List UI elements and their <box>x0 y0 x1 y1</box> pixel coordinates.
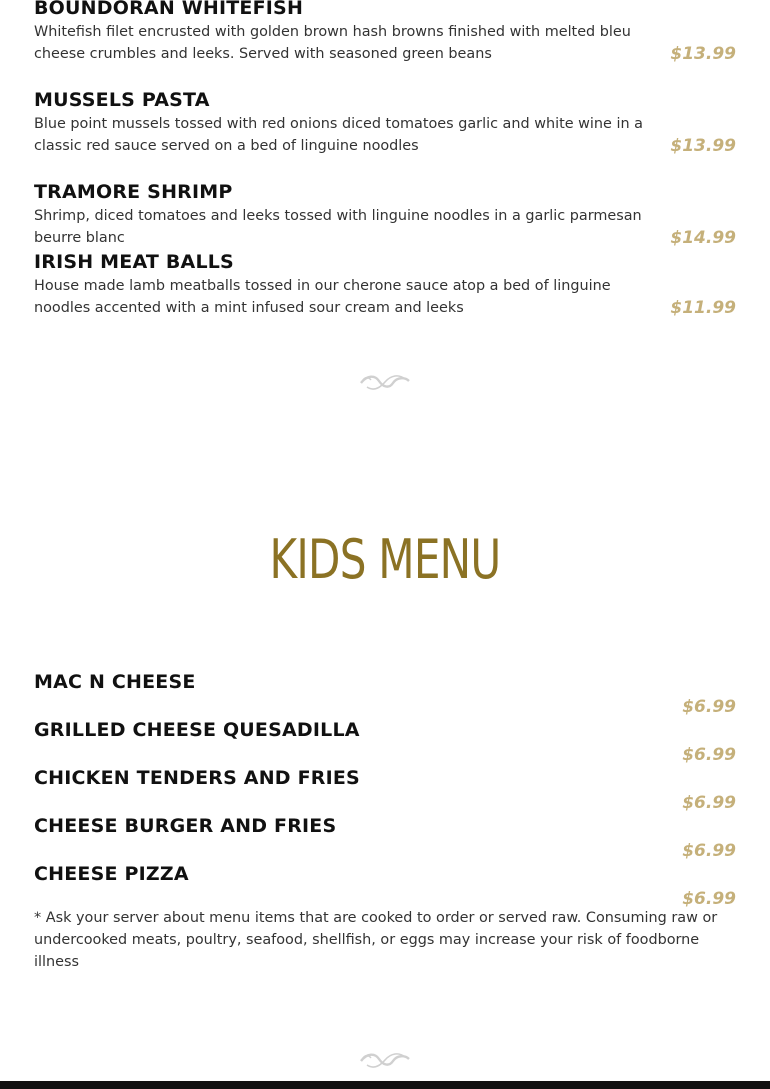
item-description: Shrimp, diced tomatoes and leeks tossed with linguine noodles in a garlic parmesan beurre blanc <box>34 208 642 246</box>
footer-bar <box>0 1081 770 1089</box>
menu-item <box>34 671 736 717</box>
item-description: Whitefish filet encrusted with golden brown hash browns finished with melted bleu cheese crumbles and leeks. Served with seasoned green beans <box>34 24 631 62</box>
section-title: KIDS MENU <box>269 528 501 591</box>
menu-item <box>34 719 736 765</box>
item-name: GRILLED CHEESE QUESADILLA <box>34 719 360 741</box>
item-description: Blue point mussels tossed with red onions diced tomatoes garlic and white wine in a classic red sauce served on a bed of linguine noodles <box>34 116 643 154</box>
item-price: $6.99 <box>682 889 736 909</box>
item-price: $6.99 <box>682 697 736 717</box>
item-name: IRISH MEAT BALLS <box>34 251 234 273</box>
menu-item <box>34 251 736 319</box>
item-price: $6.99 <box>682 745 736 765</box>
item-price: $13.99 <box>670 136 736 156</box>
item-name: CHEESE PIZZA <box>34 863 189 885</box>
menu-item <box>34 0 736 65</box>
item-name: TRAMORE SHRIMP <box>34 181 233 203</box>
menu-item <box>34 89 736 157</box>
item-name: BOUNDORAN WHITEFISH <box>34 0 304 19</box>
raw-food-disclaimer: * Ask your server about menu items that are cooked to order or served raw. Consuming raw or undercooked meats, poultry, seafood, shellfish, or eggs may increase your risk of foodborne illness <box>34 910 718 970</box>
item-name: MUSSELS PASTA <box>34 89 210 111</box>
swirl-divider-icon <box>359 1049 411 1071</box>
item-name: MAC N CHEESE <box>34 671 196 693</box>
item-price: $13.99 <box>670 44 736 64</box>
menu-item <box>34 815 736 861</box>
item-description: House made lamb meatballs tossed in our cherone sauce atop a bed of linguine noodles accented with a mint infused sour cream and leeks <box>34 278 611 316</box>
item-name: CHEESE BURGER AND FRIES <box>34 815 337 837</box>
swirl-divider-icon <box>359 371 411 393</box>
item-price: $14.99 <box>670 228 736 248</box>
item-name: CHICKEN TENDERS AND FRIES <box>34 767 360 789</box>
item-price: $6.99 <box>682 841 736 861</box>
menu-item <box>34 863 736 909</box>
menu-item <box>34 181 736 249</box>
item-price: $6.99 <box>682 793 736 813</box>
item-price: $11.99 <box>670 298 736 318</box>
menu-item <box>34 767 736 813</box>
